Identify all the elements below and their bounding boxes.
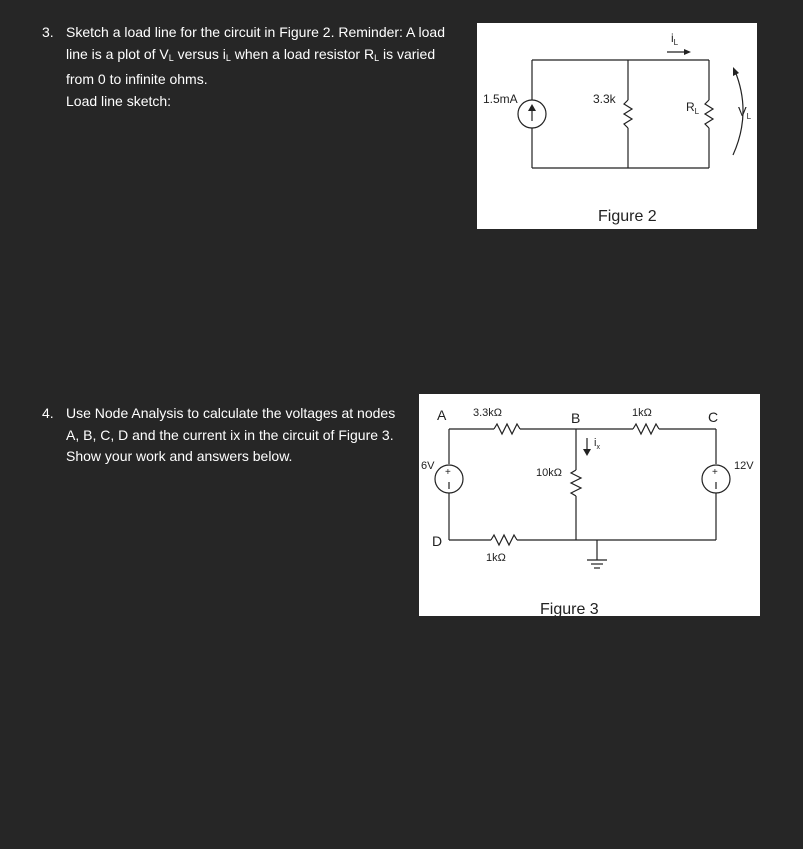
fig3-node-d: D [432, 533, 443, 549]
figure-2-circuit [477, 23, 757, 229]
figure-2 [477, 23, 757, 229]
fig3-source-left-label: 6V [421, 460, 435, 472]
question-4-line-1: Use Node Analysis to calculate the voltages at nodes [66, 405, 396, 421]
figure-3 [419, 394, 760, 616]
fig2-resistor-3k3 [624, 100, 632, 128]
fig2-rl-label: $R_L$ [686, 100, 700, 116]
fig3-ix-arrowhead [583, 449, 591, 456]
fig2-il-label: $i_L$ [671, 31, 679, 47]
fig3-node-b: B [571, 410, 581, 426]
figure-3-circuit [419, 394, 760, 616]
fig3-ix-label: $i_x$ [594, 437, 600, 451]
fig3-resistor-10k [571, 470, 581, 496]
question-3-line-1: Sketch a load line for the circuit in Figure 2. Reminder: A load [66, 24, 445, 40]
question-4-line-3: Show your work and answers below. [66, 448, 293, 464]
fig3-resistor-ab [494, 424, 520, 434]
fig2-source-arrow [528, 104, 536, 111]
question-3-line-2: line is a plot of $V_L$ versus $i_L$ when a load resistor $R_L$ is varied [66, 45, 436, 63]
fig2-il-arrowhead [684, 49, 691, 55]
question-3-number: 3. [42, 24, 54, 40]
fig2-source-label: 1.5mA [483, 92, 518, 106]
fig2-vl-label: $V_L$ [738, 104, 752, 121]
fig3-r-d-label: 1kΩ [486, 552, 506, 564]
fig2-resistor-rl [705, 100, 713, 128]
fig3-node-c: C [708, 409, 719, 425]
question-4-number: 4. [42, 405, 54, 421]
question-4-line-2: A, B, C, D and the current ix in the circuit of Figure 3. [66, 426, 394, 443]
fig2-caption: Figure 2 [598, 208, 657, 225]
fig3-node-a: A [437, 407, 447, 423]
fig3-plus-left: + [445, 467, 451, 478]
fig3-r-10k-label: 10kΩ [536, 467, 562, 479]
fig3-resistor-d [491, 535, 517, 545]
fig3-caption: Figure 3 [540, 601, 599, 616]
question-3-line-4: Load line sketch: [66, 92, 172, 109]
fig3-plus-right: + [712, 467, 718, 478]
fig3-resistor-bc [633, 424, 659, 434]
fig3-r-ab-label: 3.3kΩ [473, 407, 503, 419]
fig2-resistor-label: 3.3k [593, 92, 616, 106]
fig3-source-right-label: 12V [734, 460, 754, 472]
question-3-line-3: from 0 to infinite ohms. [66, 71, 208, 87]
fig3-r-bc-label: 1kΩ [632, 407, 652, 419]
